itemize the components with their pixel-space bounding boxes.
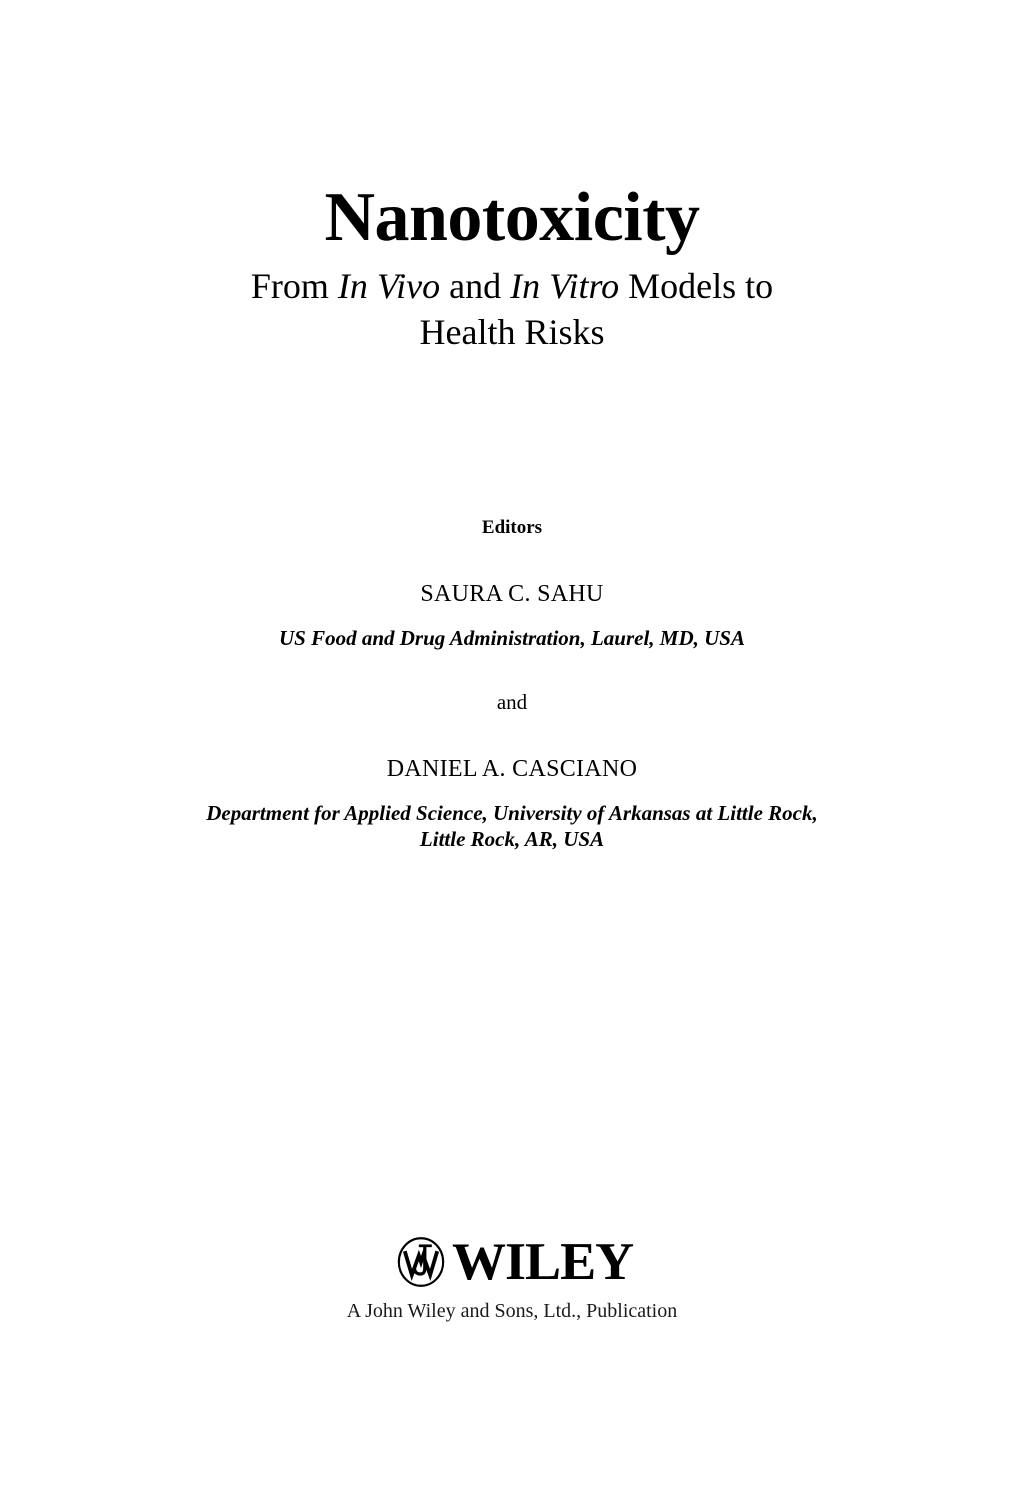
page-title: Nanotoxicity (324, 179, 700, 256)
editor-name: DANIEL A. CASCIANO (386, 755, 638, 782)
title-block (0, 179, 1024, 356)
editor-affiliation-line: US Food and Drug Administration, Laurel, MD, USA (278, 626, 745, 651)
editors-label: Editors (481, 517, 543, 538)
wiley-jw-monogram-icon (394, 1235, 448, 1289)
book-subtitle (0, 263, 1024, 355)
subtitle-text-and: and (440, 266, 511, 307)
editors-block (0, 518, 1024, 853)
publisher-imprint-line: A John Wiley and Sons, Ltd., Publication (346, 1300, 678, 1322)
editor-entry (0, 581, 1024, 652)
publisher-block (0, 1233, 1024, 1321)
editor-entry (0, 756, 1024, 853)
subtitle-text-from: From (250, 266, 338, 307)
wiley-logo (0, 1233, 1024, 1291)
subtitle-italic-in-vitro: In Vitro (510, 266, 620, 307)
subtitle-text-models-to: Models to (619, 266, 774, 307)
editor-affiliation (0, 625, 1024, 651)
editor-affiliation-line: Little Rock, AR, USA (419, 827, 605, 852)
editor-affiliation-line: Department for Applied Science, University of Arkansas at Little Rock, (206, 801, 818, 826)
subtitle-italic-in-vivo: In Vivo (337, 266, 441, 307)
subtitle-line-1 (0, 263, 1024, 309)
editor-affiliation (0, 800, 1024, 853)
subtitle-line-2: Health Risks (419, 312, 605, 353)
wiley-wordmark: WILEY (452, 1232, 634, 1291)
editor-name: SAURA C. SAHU (420, 581, 604, 607)
editors-separator: and (496, 689, 528, 714)
